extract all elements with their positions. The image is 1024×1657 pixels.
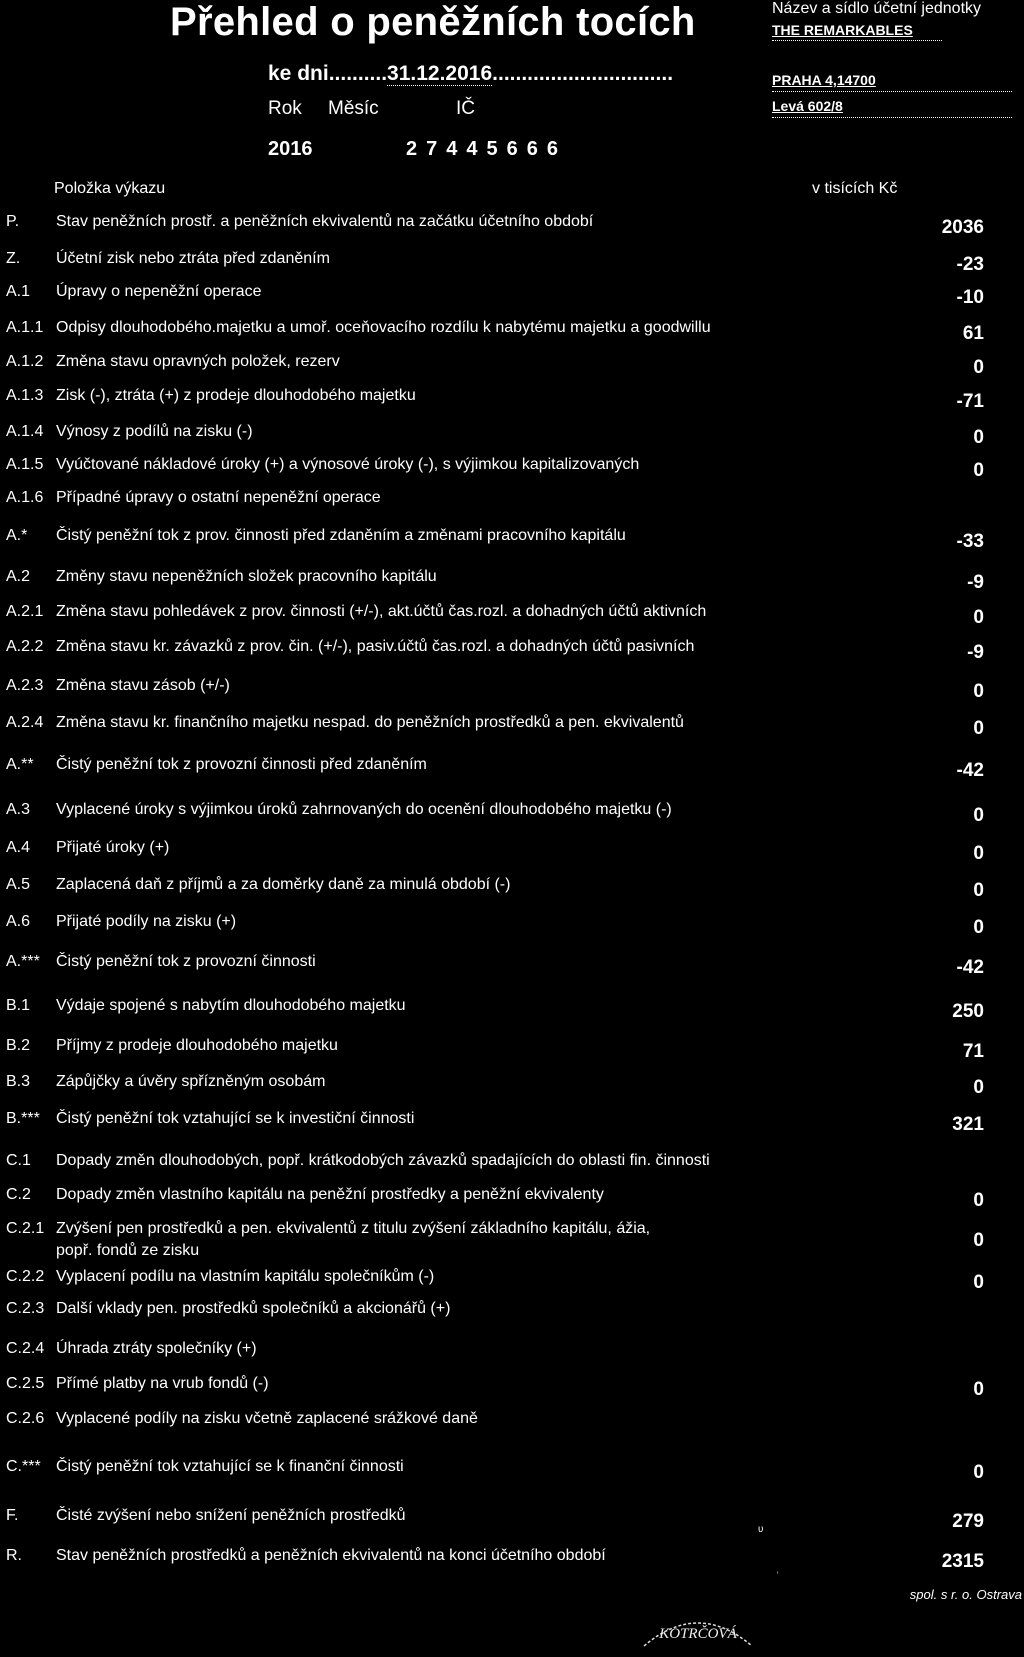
row-label: Změna stavu zásob (+/-) <box>56 677 230 694</box>
row-code: C.2.1 <box>6 1220 45 1237</box>
table-row <box>0 839 1024 863</box>
row-value: -9 <box>967 642 984 663</box>
table-row <box>0 1300 1024 1324</box>
row-value: 0 <box>973 1190 984 1211</box>
row-code: C.2.6 <box>6 1410 45 1427</box>
date-prefix: ke dni <box>268 62 329 85</box>
row-code: A.1.4 <box>6 423 44 440</box>
row-value: 0 <box>973 718 984 739</box>
row-label: Čistý peněžní tok z provozní činnosti před zdaněním <box>56 756 427 773</box>
table-row <box>0 801 1024 825</box>
row-value: 0 <box>973 607 984 628</box>
row-label: Zápůjčky a úvěry spřízněným osobám <box>56 1073 326 1090</box>
table-row <box>0 756 1024 780</box>
entity-address-1: PRAHA 4,14700 <box>772 72 876 88</box>
row-label: Čistý peněžní tok z provozní činnosti <box>56 953 316 970</box>
row-code: B.3 <box>6 1073 31 1090</box>
row-label: Vyplacené úroky s výjimkou úroků zahrnovaných do ocenění dlouhodobého majetku (-) <box>56 801 672 818</box>
row-code: A.** <box>6 756 34 773</box>
table-row <box>0 456 1024 480</box>
row-value: 0 <box>973 1272 984 1293</box>
scan-speck: ˒ <box>776 1566 780 1577</box>
column-unit-heading: v tisících Kč <box>812 180 898 197</box>
table-row <box>0 913 1024 937</box>
row-code: C.2.3 <box>6 1300 45 1317</box>
table-row <box>0 1340 1024 1364</box>
row-label: Změna stavu kr. finančního majetku nespad. do peněžních prostředků a pen. ekvivalentů <box>56 714 684 731</box>
row-code: A.2.1 <box>6 603 44 620</box>
table-row <box>0 387 1024 411</box>
row-label: Zisk (-), ztráta (+) z prodeje dlouhodobého majetku <box>56 387 416 404</box>
row-code: C.2.2 <box>6 1268 45 1285</box>
row-value: -9 <box>967 572 984 593</box>
table-row <box>0 489 1024 513</box>
column-item-heading: Položka výkazu <box>54 180 166 197</box>
row-code: Z. <box>6 250 21 267</box>
table-row <box>0 1375 1024 1399</box>
table-row <box>0 353 1024 377</box>
row-label: Výnosy z podílů na zisku (-) <box>56 423 253 440</box>
row-code: A.1.3 <box>6 387 44 404</box>
date-value: 31.12.2016 <box>387 62 493 85</box>
row-value: -42 <box>956 957 984 978</box>
row-code: A.1.1 <box>6 319 44 336</box>
row-label: Zaplacená daň z příjmů a za doměrky daně za minulá období (-) <box>56 876 511 893</box>
row-label: Přijaté úroky (+) <box>56 839 170 856</box>
table-row <box>0 603 1024 627</box>
row-code: A.1.2 <box>6 353 44 370</box>
row-code: C.*** <box>6 1458 41 1475</box>
row-code: A.3 <box>6 801 31 818</box>
mesic-label: Měsíc <box>328 98 379 119</box>
address-2-dotline <box>772 117 1012 118</box>
row-value: 2315 <box>941 1551 984 1572</box>
row-label: Úhrada ztráty společníky (+) <box>56 1340 257 1357</box>
row-label: Změna stavu kr. závazků z prov. čin. (+/-), pasiv.účtů čas.rozl. a dohadných účtů pasivních <box>56 638 695 655</box>
ic-label: IČ <box>456 98 475 119</box>
row-label: Čistý peněžní tok z prov. činnosti před zdaněním a změnami pracovního kapitálu <box>56 527 626 544</box>
row-label: Další vklady pen. prostředků společníků a akcionářů (+) <box>56 1300 451 1317</box>
row-label: Čisté zvýšení nebo snížení peněžních prostředků <box>56 1507 406 1524</box>
row-code: P. <box>6 213 20 230</box>
row-value: -10 <box>956 287 984 308</box>
row-code: A.2.2 <box>6 638 44 655</box>
row-value: 0 <box>973 1230 984 1251</box>
entity-name-underline <box>772 40 942 41</box>
row-label: Čistý peněžní tok vztahující se k investiční činnosti <box>56 1110 415 1127</box>
row-value: 0 <box>973 805 984 826</box>
stamp-text: KOTRČOVÁ <box>659 1626 737 1642</box>
row-label: Výdaje spojené s nabytím dlouhodobého majetku <box>56 997 406 1014</box>
rok-value: 2016 <box>268 138 313 160</box>
row-code: B.2 <box>6 1037 31 1054</box>
entity-name: THE REMARKABLES <box>772 22 913 38</box>
entity-label: Název a sídlo účetní jednotky <box>772 0 982 17</box>
row-code: C.2.5 <box>6 1375 45 1392</box>
ic-value: 27445666 <box>406 138 567 160</box>
row-label: Vyplacené podíly na zisku včetně zaplacené srážkové daně <box>56 1410 478 1427</box>
table-row <box>0 638 1024 662</box>
row-code: A.1 <box>6 283 31 300</box>
footer-note: spol. s r. o. Ostrava <box>909 1587 1022 1602</box>
table-row <box>0 250 1024 274</box>
report-date: ke dni..........31.12.2016............................... <box>268 62 674 85</box>
row-value: 0 <box>973 843 984 864</box>
row-value: -33 <box>956 531 984 552</box>
table-row <box>0 1220 1024 1259</box>
table-row <box>0 213 1024 237</box>
address-1-dotline <box>772 91 1012 92</box>
row-value: -71 <box>956 391 984 412</box>
row-label: Odpisy dlouhodobého.majetku a umoř. oceňovacího rozdílu k nabytému majetku a goodwillu <box>56 319 711 336</box>
entity-address-2: Levá 602/8 <box>772 98 843 114</box>
table-row <box>0 953 1024 977</box>
stamp <box>638 1606 758 1652</box>
table-row <box>0 319 1024 343</box>
row-label: Účetní zisk nebo ztráta před zdaněním <box>56 250 330 267</box>
row-label: Změny stavu nepeněžních složek pracovního kapitálu <box>56 568 437 585</box>
row-value: 0 <box>973 460 984 481</box>
row-label: Přijaté podíly na zisku (+) <box>56 913 237 930</box>
row-value: 2036 <box>941 217 984 238</box>
table-row <box>0 1410 1024 1434</box>
table-row <box>0 1110 1024 1134</box>
row-code: A.1.5 <box>6 456 44 473</box>
report-title: Přehled o peněžních tocích <box>170 0 696 44</box>
row-value: 61 <box>962 323 984 344</box>
row-code: R. <box>6 1547 22 1564</box>
row-code: B.1 <box>6 997 31 1014</box>
row-label: Vyúčtované nákladové úroky (+) a výnosové úroky (-), s výjimkou kapitalizovaných <box>56 456 640 473</box>
row-label: Stav peněžních prostředků a peněžních ekvivalentů na konci účetního období <box>56 1547 606 1564</box>
table-row <box>0 1547 1024 1571</box>
table-row <box>0 527 1024 551</box>
row-label: Vyplacení podílu na vlastním kapitálu společníkům (-) <box>56 1268 435 1285</box>
row-code: F. <box>6 1507 19 1524</box>
row-label: Přímé platby na vrub fondů (-) <box>56 1375 269 1392</box>
row-code: C.2.4 <box>6 1340 45 1357</box>
row-label: Stav peněžních prostř. a peněžních ekvivalentů na začátku účetního období <box>56 213 594 230</box>
row-code: C.2 <box>6 1186 31 1203</box>
row-label: Změna stavu pohledávek z prov. činnosti (+/-), akt.účtů čas.rozl. a dohadných účtů aktivních <box>56 603 707 620</box>
table-row <box>0 997 1024 1021</box>
row-value: 0 <box>973 1077 984 1098</box>
row-code: A.*** <box>6 953 40 970</box>
table-row <box>0 568 1024 592</box>
row-value: 71 <box>962 1041 984 1062</box>
rok-label: Rok <box>268 98 302 119</box>
row-value: 0 <box>973 880 984 901</box>
row-label-continued: popř. fondů ze zisku <box>56 1242 200 1259</box>
row-code: A.* <box>6 527 28 544</box>
row-label: Dopady změn vlastního kapitálu na peněžní prostředky a peněžní ekvivalenty <box>56 1186 604 1203</box>
row-value: 0 <box>973 917 984 938</box>
row-code: A.4 <box>6 839 31 856</box>
row-label: Změna stavu opravných položek, rezerv <box>56 353 340 370</box>
row-code: C.1 <box>6 1152 31 1169</box>
table-row <box>0 876 1024 900</box>
table-row <box>0 1037 1024 1061</box>
row-value: -42 <box>956 760 984 781</box>
table-row <box>0 1073 1024 1097</box>
row-value: 0 <box>973 357 984 378</box>
row-label: Čistý peněžní tok vztahující se k finanční činnosti <box>56 1458 404 1475</box>
table-row <box>0 1458 1024 1482</box>
stamp-graphic <box>638 1606 758 1652</box>
row-code: A.2.4 <box>6 714 44 731</box>
row-value: 321 <box>952 1114 984 1135</box>
row-value: 279 <box>952 1511 984 1532</box>
row-code: A.1.6 <box>6 489 44 506</box>
row-value: 250 <box>952 1001 984 1022</box>
row-value: 0 <box>973 427 984 448</box>
row-code: A.2 <box>6 568 31 585</box>
table-row <box>0 1152 1024 1176</box>
table-row <box>0 677 1024 701</box>
row-value: -23 <box>956 254 984 275</box>
table-row <box>0 1507 1024 1531</box>
row-code: B.*** <box>6 1110 40 1127</box>
table-row <box>0 423 1024 447</box>
row-code: A.6 <box>6 913 31 930</box>
row-label: Příjmy z prodeje dlouhodobého majetku <box>56 1037 338 1054</box>
table-row <box>0 1186 1024 1210</box>
row-label: Úpravy o nepeněžní operace <box>56 283 262 300</box>
table-row <box>0 714 1024 738</box>
row-code: A.5 <box>6 876 31 893</box>
row-label: Zvýšení pen prostředků a pen. ekvivalentů z titulu zvýšení základního kapitálu, ážia, <box>56 1220 651 1237</box>
row-value: 0 <box>973 1462 984 1483</box>
table-row <box>0 283 1024 307</box>
row-value: 0 <box>973 1379 984 1400</box>
table-row <box>0 1268 1024 1292</box>
scan-speck: ʋ <box>758 1524 764 1535</box>
row-code: A.2.3 <box>6 677 44 694</box>
row-value: 0 <box>973 681 984 702</box>
row-label: Dopady změn dlouhodobých, popř. krátkodobých závazků spadajících do oblasti fin. činnosti <box>56 1152 710 1169</box>
row-label: Případné úpravy o ostatní nepeněžní operace <box>56 489 381 506</box>
